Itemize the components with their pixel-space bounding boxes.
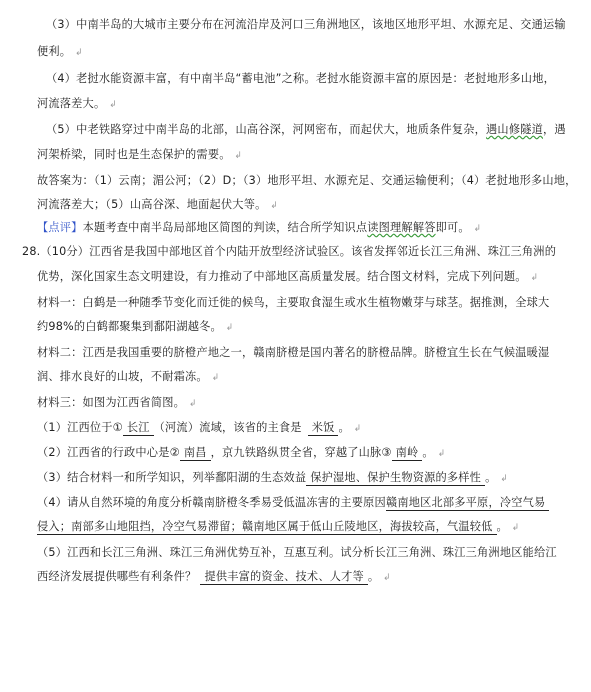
- answer-blank: 赣南地区北部多平原，冷空气易: [386, 496, 549, 511]
- answer-line: （3）结合材料一和所学知识，列举鄱阳湖的生态效益 保护湿地、保护生物资源的多样性 。 ↲: [37, 471, 508, 484]
- answer-line: 西经济发展提供哪些有利条件？ 提供丰富的资金、技术、人才等 。 ↲: [37, 570, 391, 583]
- answer-line: （1）江西位于① 长江 （河流）流域，该省的主食是 米饭 。 ↲: [37, 421, 362, 434]
- material-line: 材料三：如图为江西省简图。 ↲: [37, 396, 197, 409]
- answer-line: 侵入；南部多山地阻挡，冷空气易滞留；赣南地区属于低山丘陵地区，海拔较高，气温较低 。 ↲: [37, 520, 520, 533]
- answer-blank: 侵入；南部多山地阻挡，冷空气易滞留；赣南地区属于低山丘陵地区，海拔较高，气温较低: [37, 520, 497, 535]
- text-line: （4）老挝水能资源丰富，有中南半岛“蓄电池”之称。老挝水能资源丰富的原因是：老挝地形多山地，: [46, 72, 555, 85]
- answer-line: （2）江西省的行政中心是② 南昌 ，京九铁路纵贯全省，穿越了山脉③ 南岭 。 ↲: [37, 446, 446, 459]
- text-line: 约98%的白鹤都聚集到鄱阳湖越冬。 ↲: [37, 320, 234, 333]
- material-line: 材料二：江西是我国重要的脐橙产地之一，赣南脐橙是国内著名的脐橙品牌。脐橙宜生长在气候温暖湿: [37, 346, 550, 359]
- text-line: 河流落差大；（5）山高谷深、地面起伏大等。 ↲: [37, 198, 278, 211]
- text-line: 河流落差大。 ↲: [37, 97, 117, 110]
- text-line: 润、排水良好的山坡，不耐霜冻。 ↲: [37, 370, 220, 383]
- text-line: 河架桥梁，同时也是生态保护的需要。 ↲: [37, 148, 243, 161]
- text-line: 便利。 ↲: [37, 45, 83, 58]
- answer-blank: 保护湿地、保护生物资源的多样性: [306, 471, 485, 486]
- material-line: 材料一：白鹤是一种随季节变化而迁徙的候鸟，主要取食湿生或水生植物嫩芽与球茎。据推测，全球大: [37, 296, 550, 309]
- answer-blank: 长江: [123, 421, 154, 436]
- answer-blank: 米饭: [308, 421, 339, 436]
- text-line: 优势，深化国家生态文明建设，有力推动了中部地区高质量发展。结合图文材料，完成下列问题。 ↲: [37, 270, 539, 283]
- answer-line: （4）请从自然环境的角度分析赣南脐橙冬季易受低温冻害的主要原因赣南地区北部多平原，冷空气易: [37, 496, 549, 510]
- answer-blank: 南昌: [180, 446, 211, 461]
- text-line: （5）中老铁路穿过中南半岛的北部，山高谷深，河网密布，而起伏大，地质条件复杂，遇山修隧道，遇: [46, 123, 566, 136]
- text-line: 故答案为：（1）云南；湄公河；（2）D；（3）地形平坦、水源充足、交通运输便利；（4）老挝地形多山地，: [37, 174, 577, 187]
- text-line: （3）中南半岛的大城市主要分布在河流沿岸及河口三角洲地区，该地区地形平坦、水源充足、交通运输: [46, 18, 566, 31]
- answer-blank: 南岭: [392, 446, 423, 461]
- question-heading: 28.（10分）江西省是我国中部地区首个内陆开放型经济试验区。该省发挥邻近长江三角洲、珠江三角洲的: [22, 245, 557, 258]
- answer-line: （5）江西和长江三角洲、珠江三角洲优势互补，互惠互利。试分析长江三角洲、珠江三角洲地区能给江: [37, 546, 557, 559]
- answer-blank: 提供丰富的资金、技术、人才等: [200, 570, 367, 585]
- comment-line: 【点评】本题考查中南半岛局部地区简图的判读，结合所学知识点读图理解解答即可。 ↲: [37, 221, 482, 234]
- comment-label: 【点评】: [37, 221, 83, 234]
